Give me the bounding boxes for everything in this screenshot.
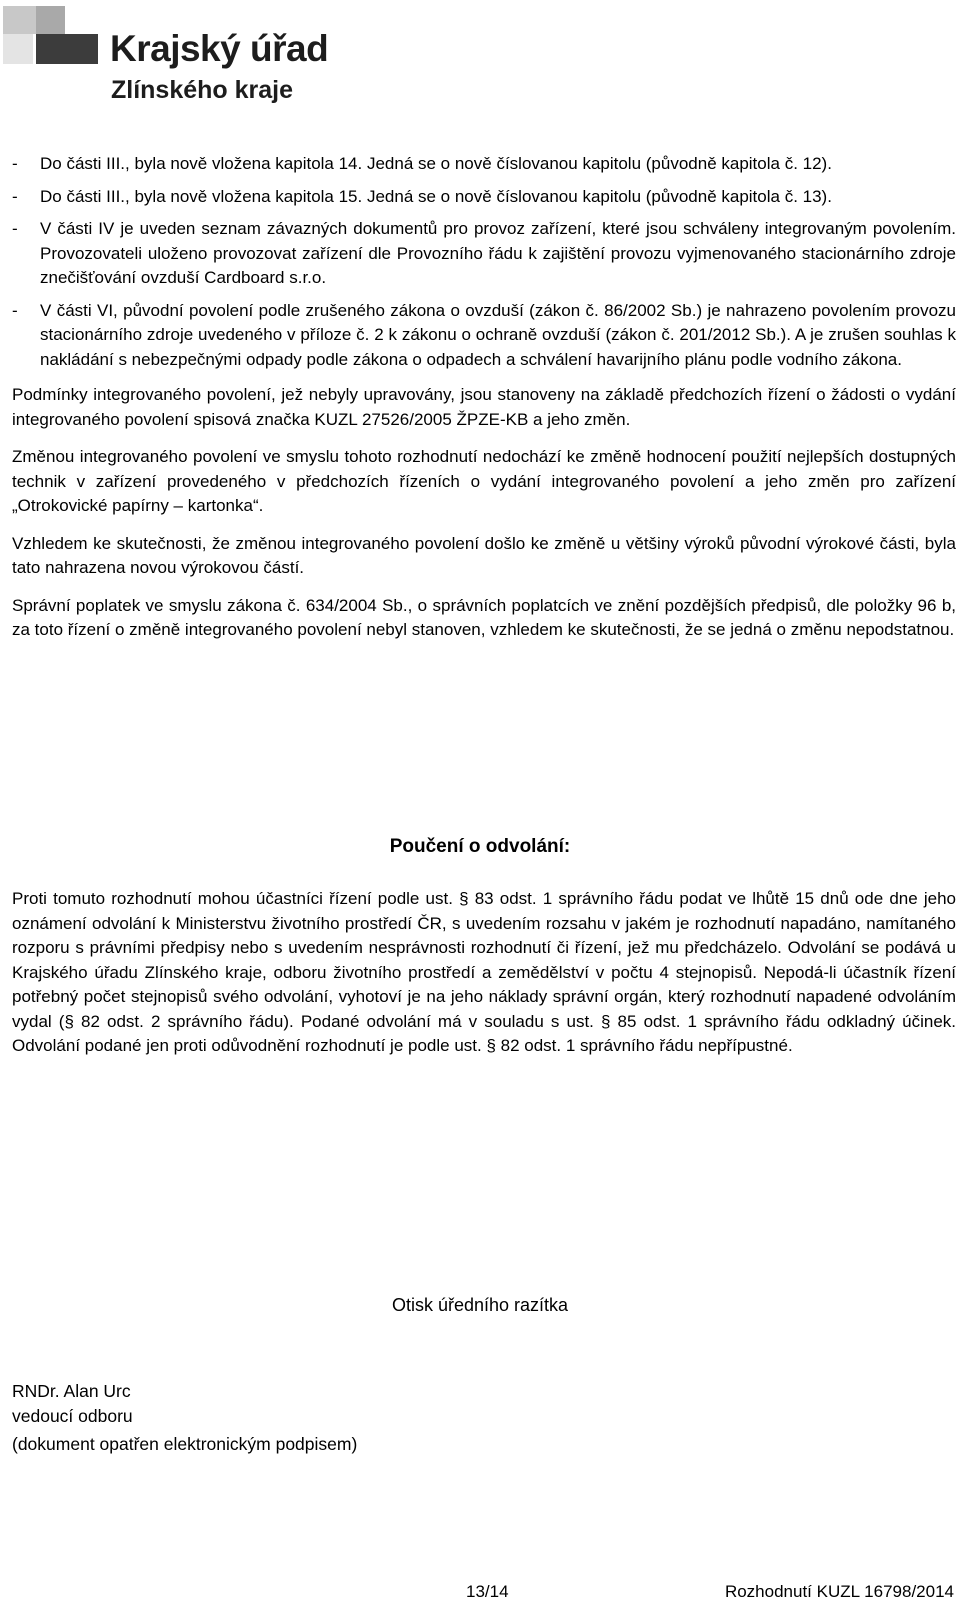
list-item — [12, 152, 956, 177]
list-dash: - — [12, 154, 18, 173]
changes-list — [12, 152, 956, 372]
logo-square-grey — [36, 6, 65, 34]
list-item-text: Do části III., byla nově vložena kapitola 14. Jedná se o nově číslovanou kapitolu (původně kapitola č. 12). — [40, 154, 832, 173]
signatory-role: vedoucí odboru — [12, 1406, 133, 1426]
paragraph-fee: Správní poplatek ve smyslu zákona č. 634/2004 Sb., o správních poplatcích ve znění pozdějších předpisů, dle položky 96 b, za toto řízení o změně integrovaného povolení nebyl stanoven, vzhledem ke skutečnosti, že se jedná o změnu nepodstatnou. — [12, 595, 956, 639]
logo-square-lighter — [3, 34, 33, 64]
list-item-text: V části IV je uveden seznam závazných dokumentů pro provoz zařízení, které jsou schváleny integrovaným povolením. Provozovateli uloženo provozovat zařízení dle Provozního řádu k zajištění provozu vyjmenovaného stacionárního zdroje znečišťování ovzduší Cardboard s.r.o. — [40, 219, 956, 287]
appeal-heading: Poučení o odvolání: — [389, 836, 571, 857]
official-stamp-placeholder: Otisk úředního razítka — [391, 1295, 569, 1315]
logo-square-dark — [36, 34, 98, 64]
list-item — [12, 217, 956, 291]
electronic-signature-note: (dokument opatřen elektronickým podpisem) — [12, 1434, 358, 1454]
logo-title: Krajský úřad — [110, 28, 329, 69]
list-item — [12, 299, 956, 373]
page-number: 13/14 — [466, 1582, 509, 1601]
signature-block — [12, 1379, 357, 1457]
paragraph-replacement: Vzhledem ke skutečnosti, že změnou integrovaného povolení došlo ke změně u většiny výroků původní výrokové části, byla tato nahrazena novou výrokovou částí. — [12, 533, 956, 577]
document-body — [12, 152, 956, 656]
regional-office-logo — [0, 0, 329, 110]
document-reference: Rozhodnutí KUZL 16798/2014 — [724, 1582, 954, 1601]
list-dash: - — [12, 300, 18, 320]
paragraph-conditions: Podmínky integrovaného povolení, jež nebyly upravovány, jsou stanoveny na základě předchozích řízení o žádosti o vydání integrovaného povolení spisová značka KUZL 27526/2005 ŽPZE-KB a jeho změn. — [12, 385, 956, 429]
logo-subtitle: Zlínského kraje — [111, 76, 294, 104]
list-item-text: Do části III., byla nově vložena kapitola 15. Jedná se o nově číslovanou kapitolu (původně kapitola č. 13). — [40, 186, 832, 206]
list-item-text: V části VI, původní povolení podle zrušeného zákona o ovzduší (zákon č. 86/2002 Sb.) je nahrazeno povolením provozu stacionárního zdroje uvedeného v příloze č. 2 k zákonu o ochraně ovzduší (zákon č. 201/2012 Sb.). A je zrušen souhlas k nakládání s nebezpečnými odpady podle zákona o odpadech a schválení havarijního plánu podle vodního zákona. — [40, 300, 956, 369]
list-item — [12, 185, 956, 210]
signatory-name: RNDr. Alan Urc — [12, 1381, 131, 1401]
paragraph-bat-assessment: Změnou integrovaného povolení ve smyslu tohoto rozhodnutí nedochází ke změně hodnocení použití nejlepších dostupných technik v zařízení provedeného v předchozích řízeních o vydání integrovaného povolení a jeho změn pro zařízení „Otrokovické papírny – kartonka“. — [12, 447, 956, 515]
appeal-text: Proti tomuto rozhodnutí mohou účastníci řízení podle ust. § 83 odst. 1 správního řádu podat ve lhůtě 15 dnů ode dne jeho oznámení odvolání k Ministerstvu životního prostředí ČR, s uvedením rozsahu v jakém je rozhodnutí napadáno, namítaného rozporu s právními předpisy nebo s uvedením nesprávnosti rozhodnutí či řízení, jež mu předcházelo. Odvolání se podává u Krajského úřadu Zlínského kraje, odboru životního prostředí a zemědělství v počtu 4 stejnopisů. Nepodá-li účastník řízení potřebný počet stejnopisů svého odvolání, vyhotoví je na jeho náklady správní orgán, který rozhodnutí napadené odvoláním vydal (§ 82 odst. 2 správního řádu). Podané odvolání má v souladu s ust. § 85 odst. 1 správního řádu odkladný účinek. Odvolání podané jen proti odůvodnění rozhodnutí je podle ust. § 82 odst. 1 správního řádu nepřípustné. — [12, 889, 956, 1055]
list-dash: - — [12, 186, 18, 206]
list-dash: - — [12, 219, 18, 238]
